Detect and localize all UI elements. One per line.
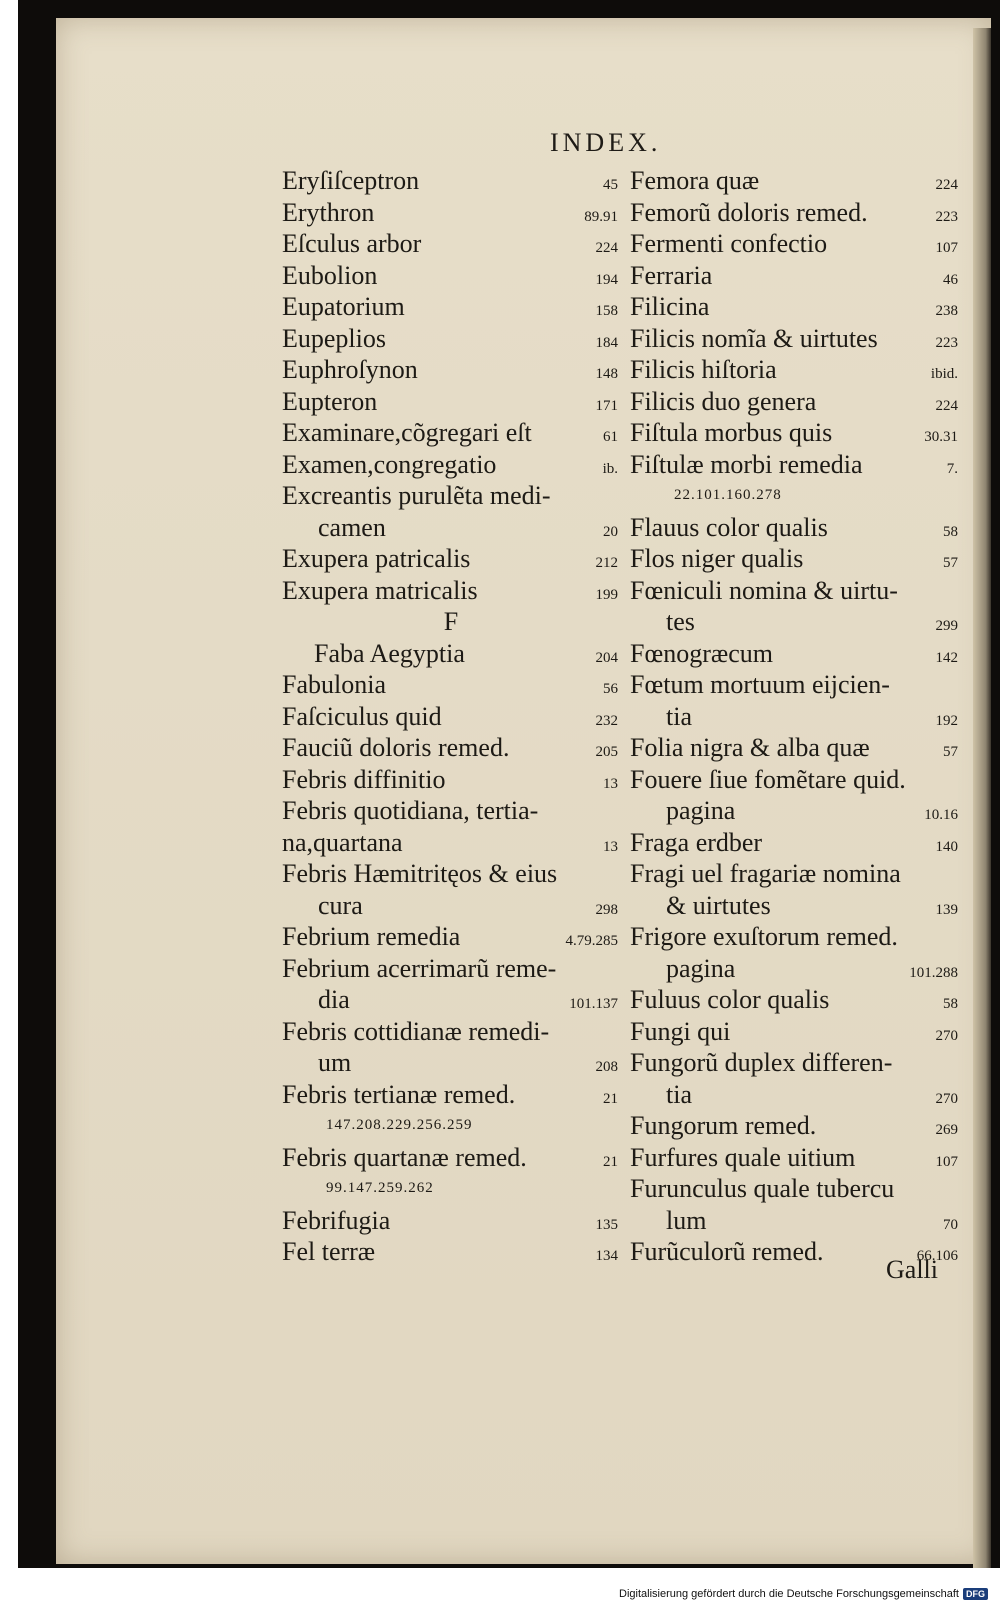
index-entry <box>630 386 960 418</box>
page-number: 238 <box>935 303 958 319</box>
page-number: 224 <box>935 177 958 193</box>
index-term: Examen,congregatio <box>282 449 497 479</box>
index-entry <box>282 354 620 386</box>
page-number: 171 <box>595 397 618 414</box>
index-term: Fermenti confectio <box>630 229 828 258</box>
index-entry <box>630 1016 960 1048</box>
index-term: tes <box>666 607 695 636</box>
index-term: lum <box>666 1205 707 1235</box>
page-number: ib. <box>602 460 618 477</box>
index-term: Fungi qui <box>630 1016 731 1046</box>
page-references-line: 22.101.160.278 <box>674 487 782 503</box>
index-term: Flauus color qualis <box>630 512 828 542</box>
index-entry <box>630 1079 960 1111</box>
page-number: 298 <box>595 901 618 918</box>
index-entry <box>630 1110 960 1142</box>
page-number: 224 <box>935 397 958 414</box>
page-number: 192 <box>935 712 958 729</box>
index-entry <box>282 543 620 575</box>
index-term: Eupteron <box>282 386 378 416</box>
index-entry <box>282 512 620 544</box>
index-term: tia <box>666 701 692 731</box>
index-term: Ferraria <box>630 260 713 290</box>
page-number: 142 <box>935 649 958 666</box>
index-entry <box>282 764 620 796</box>
page-number: 20 <box>603 523 618 540</box>
index-entry <box>282 921 620 953</box>
footer <box>619 1588 988 1600</box>
index-entry <box>282 449 620 481</box>
index-entry <box>282 575 620 607</box>
index-entry <box>630 669 960 701</box>
page-number: 224 <box>595 240 618 256</box>
index-entry <box>282 1236 620 1268</box>
index-term: Fragi uel fragariæ nomina <box>630 859 901 888</box>
page-number: 135 <box>595 1216 618 1233</box>
index-entry <box>630 890 960 922</box>
index-entry <box>282 890 620 922</box>
index-entry <box>630 921 960 953</box>
index-term: Faſciculus quid <box>282 701 442 731</box>
index-term: Faba Aegyptia <box>314 638 465 668</box>
index-entry <box>282 795 620 827</box>
index-term: Furũculorũ remed. <box>630 1237 824 1266</box>
index-term: Fauciũ doloris remed. <box>282 733 510 762</box>
page-number: 223 <box>935 208 958 225</box>
page-number: 158 <box>595 303 618 319</box>
index-entry <box>630 953 960 985</box>
index-term: Febris tertianæ remed. <box>282 1079 516 1109</box>
section-letter-heading: F <box>443 607 459 636</box>
index-entry <box>282 386 620 418</box>
index-entry <box>282 1205 620 1237</box>
index-entry <box>282 638 620 670</box>
index-term: Eupeplios <box>282 323 386 353</box>
page-number: 232 <box>595 712 618 729</box>
index-term: Filicina <box>630 292 710 321</box>
index-term: Furunculus quale tubercu <box>630 1174 895 1203</box>
page-number: 30.31 <box>924 429 958 445</box>
index-entry <box>282 1047 620 1079</box>
index-entry <box>282 228 620 260</box>
index-term: Febris diffinitio <box>282 764 446 794</box>
page-number: 46 <box>943 271 958 288</box>
page-number: 139 <box>935 901 958 918</box>
page-number: 107 <box>935 240 958 256</box>
index-term: camen <box>318 512 386 542</box>
page-number: 101.288 <box>909 964 958 981</box>
index-term: Erythron <box>282 197 375 227</box>
index-term: Eryſiſceptron <box>282 166 420 195</box>
page-number: 57 <box>943 555 958 571</box>
index-term: Femora quæ <box>630 166 760 195</box>
index-entry <box>282 1079 620 1111</box>
index-entry <box>630 291 960 323</box>
page-number: 140 <box>935 838 958 855</box>
page-number: 194 <box>595 271 618 288</box>
index-term: dia <box>318 985 350 1014</box>
index-term: Excreantis purulẽta medi- <box>282 481 551 510</box>
index-term: Exupera matricalis <box>282 575 478 605</box>
page-references-line: 99.147.259.262 <box>326 1180 434 1196</box>
page-number: 205 <box>595 744 618 760</box>
index-entry <box>282 480 620 512</box>
index-entry <box>630 701 960 733</box>
index-term: Folia nigra & alba quæ <box>630 733 870 762</box>
index-term: Febrium acerrimarũ reme- <box>282 953 557 983</box>
index-entry <box>630 795 960 827</box>
index-entry <box>630 638 960 670</box>
index-entry <box>630 606 960 638</box>
index-term: um <box>318 1048 352 1077</box>
page-number: 89.91 <box>584 208 618 225</box>
index-entry <box>630 197 960 229</box>
index-term: Febris Hæmitritęos & eius <box>282 859 558 888</box>
index-term: Fel terræ <box>282 1237 376 1266</box>
index-entry <box>282 165 620 197</box>
page-number: 101.137 <box>569 996 618 1012</box>
index-term: Fungorum remed. <box>630 1111 817 1140</box>
index-entry <box>282 858 620 890</box>
index-term: Fraga erdber <box>630 827 763 857</box>
index-term: cura <box>318 890 363 920</box>
index-term: Febris quartanæ remed. <box>282 1142 527 1172</box>
index-entry <box>630 1205 960 1237</box>
index-entry <box>282 984 620 1016</box>
page-number: 56 <box>603 681 618 697</box>
index-term: Exupera patricalis <box>282 544 471 573</box>
index-entry <box>630 228 960 260</box>
page-number: 10.16 <box>924 807 958 823</box>
index-entry <box>630 858 960 890</box>
index-term: Furfures quale uitium <box>630 1142 856 1172</box>
index-term: Eſculus arbor <box>282 229 422 258</box>
index-term: Eubolion <box>282 260 378 290</box>
index-entry <box>282 417 620 449</box>
index-term: Filicis nomĩa & uirtutes <box>630 323 878 353</box>
index-entry <box>630 732 960 764</box>
index-term: & uirtutes <box>666 890 771 920</box>
footer-text: Digitalisierung gefördert durch die Deutsche Forschungsgemeinschaft <box>619 1588 959 1600</box>
index-entry <box>630 1173 960 1205</box>
page-number: 4.79.285 <box>565 933 618 949</box>
index-entry <box>282 1142 620 1174</box>
index-entry <box>630 260 960 292</box>
index-entry <box>282 732 620 764</box>
index-entry <box>630 417 960 449</box>
index-term: pagina <box>666 796 736 825</box>
page-number: 7. <box>946 460 958 477</box>
index-term: Fuluus color qualis <box>630 985 830 1014</box>
page-number: 134 <box>595 1248 618 1264</box>
index-term: Fiſtulæ morbi remedia <box>630 449 863 479</box>
index-term: pagina <box>666 953 736 983</box>
page-number: 184 <box>595 334 618 351</box>
index-term: Fabulonia <box>282 670 386 699</box>
index-term: Filicis duo genera <box>630 386 817 416</box>
page-number: 21 <box>603 1153 618 1170</box>
page-edge <box>973 28 991 1568</box>
page-number: 70 <box>943 1216 958 1233</box>
index-term: Febris cottidianæ remedi- <box>282 1016 550 1046</box>
page-number: 270 <box>935 1027 958 1044</box>
page-number: 66.106 <box>916 1248 958 1264</box>
index-entry <box>282 701 620 733</box>
index-entry <box>630 165 960 197</box>
index-entry <box>282 323 620 355</box>
index-entry <box>630 354 960 386</box>
page-number: 270 <box>935 1090 958 1107</box>
index-term: Fœniculi nomina & uirtu- <box>630 575 898 605</box>
page-number: 223 <box>935 334 958 351</box>
index-column-left <box>282 165 620 1268</box>
page-number: 61 <box>603 429 618 445</box>
index-entry <box>630 764 960 796</box>
index-entry <box>282 291 620 323</box>
page-number: 57 <box>943 744 958 760</box>
index-term: Fiſtula morbus quis <box>630 418 833 447</box>
page-number: 13 <box>603 838 618 855</box>
page-number: 58 <box>943 523 958 540</box>
index-term: Fouere ſiue fomẽtare quid. <box>630 764 906 794</box>
page-number: 212 <box>595 555 618 571</box>
index-term: Fœnogræcum <box>630 638 773 668</box>
page-number: 58 <box>943 996 958 1012</box>
page-number: 299 <box>935 618 958 634</box>
index-term: Flos niger qualis <box>630 544 804 573</box>
index-term: Frigore exuſtorum remed. <box>630 922 898 951</box>
page-number: 269 <box>935 1122 958 1138</box>
index-term: Eupatorium <box>282 292 405 321</box>
page-number: 107 <box>935 1153 958 1170</box>
catchword: Galli <box>886 1255 938 1284</box>
page-header: INDEX. <box>550 128 662 157</box>
index-term: Examinare,cõgregari eſt <box>282 418 532 447</box>
index-entry <box>282 197 620 229</box>
index-entry <box>630 575 960 607</box>
index-entry <box>630 323 960 355</box>
index-entry <box>630 512 960 544</box>
page-number: 148 <box>595 366 618 382</box>
page-number: 21 <box>603 1090 618 1107</box>
index-term: Fungorũ duplex differen- <box>630 1048 893 1077</box>
page-number: 204 <box>595 649 618 666</box>
index-term: tia <box>666 1079 692 1109</box>
index-term: Febris quotidiana, tertia- <box>282 796 539 825</box>
page-number: 45 <box>603 177 618 193</box>
dfg-logo-icon: DFG <box>963 1588 988 1600</box>
index-column-right <box>630 165 960 1268</box>
page-references-line: 147.208.229.256.259 <box>326 1117 473 1133</box>
index-entry <box>282 669 620 701</box>
index-term: Femorũ doloris remed. <box>630 197 868 227</box>
index-entry <box>630 1047 960 1079</box>
page-number: ibid. <box>930 366 958 382</box>
index-entry <box>630 827 960 859</box>
index-entry <box>630 449 960 481</box>
page-number: 13 <box>603 775 618 792</box>
index-term: Euphroſynon <box>282 355 418 384</box>
index-entry <box>630 543 960 575</box>
index-term: Febrium remedia <box>282 922 461 951</box>
page-number: 208 <box>595 1059 618 1075</box>
index-term: Febrifugia <box>282 1205 391 1235</box>
index-entry <box>282 260 620 292</box>
page-number: 199 <box>595 586 618 603</box>
index-term: na,quartana <box>282 827 403 857</box>
index-entry <box>630 1142 960 1174</box>
index-entry <box>282 827 620 859</box>
index-term: Fœtum mortuum eijcien- <box>630 670 890 699</box>
index-term: Filicis hiſtoria <box>630 355 777 384</box>
